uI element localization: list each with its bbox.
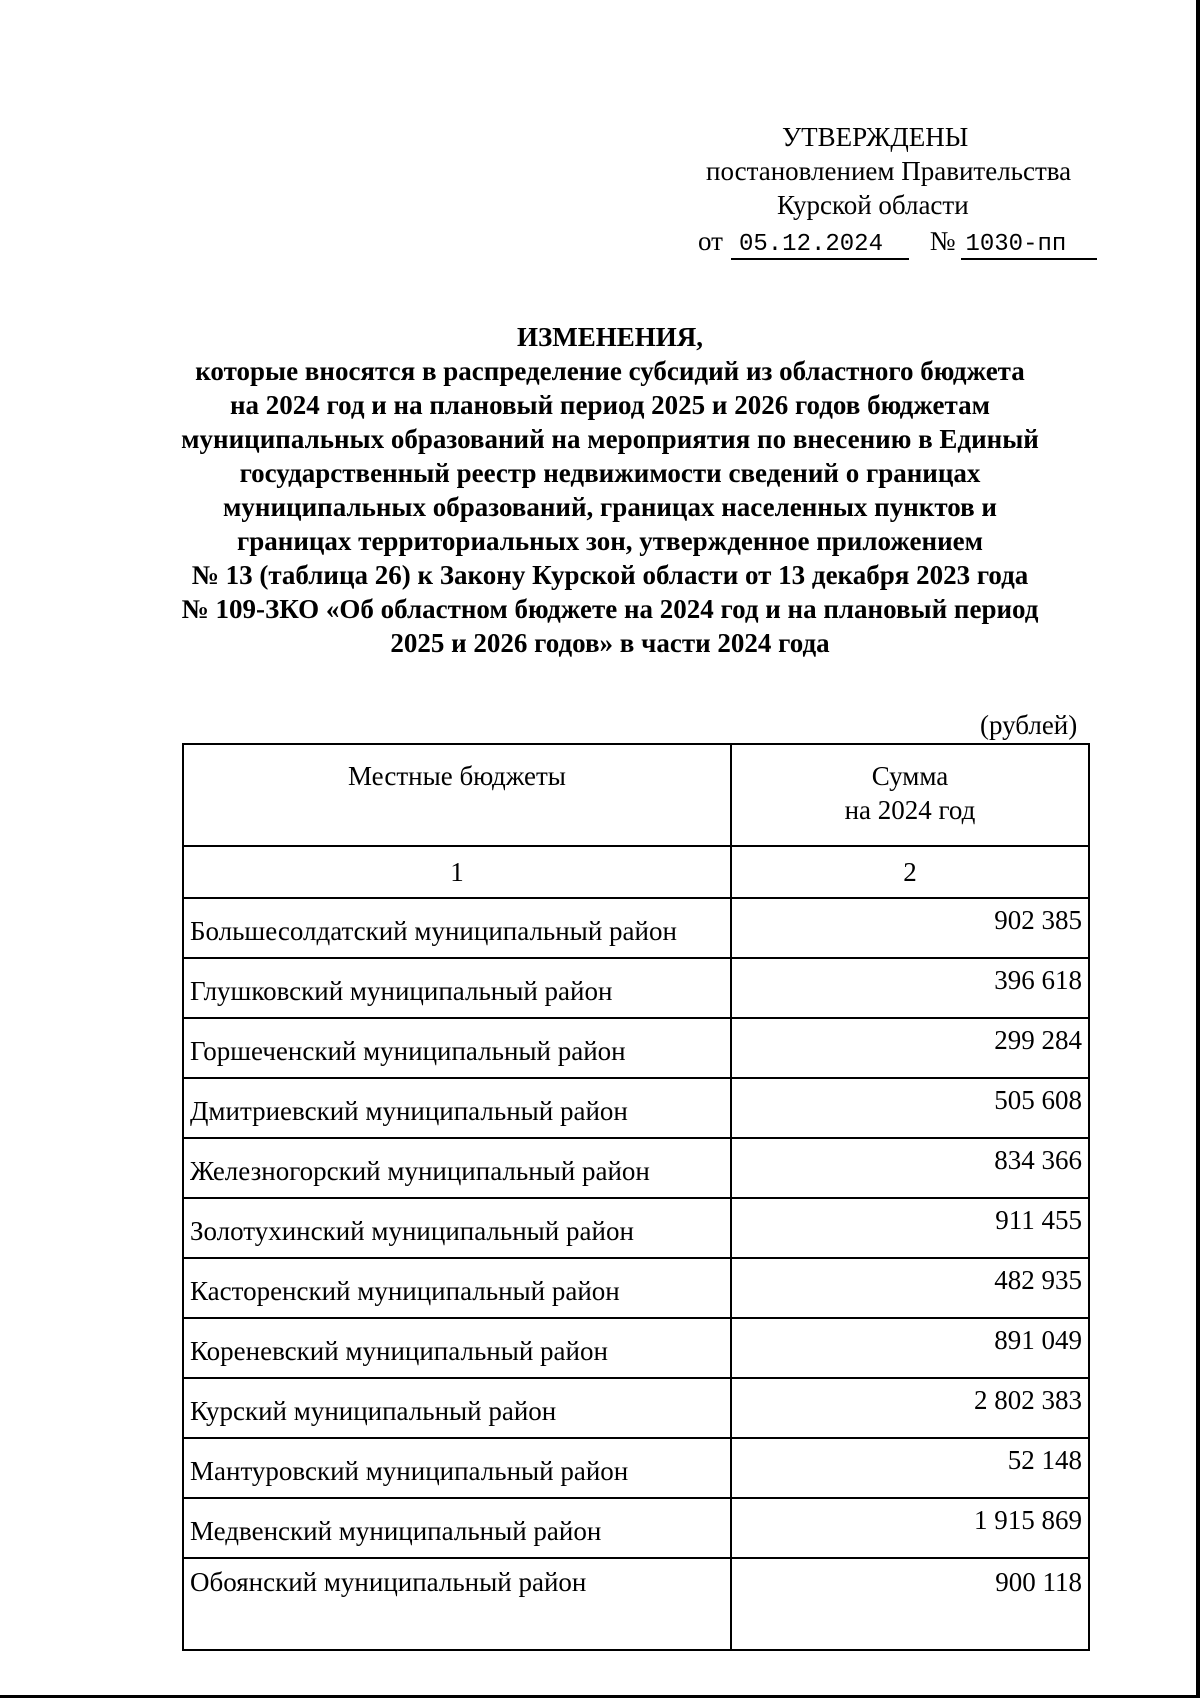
document-title: ИЗМЕНЕНИЯ, <box>516 322 703 352</box>
budget-amount: 482 935 <box>731 1258 1089 1318</box>
budget-amount: 900 118 <box>731 1558 1089 1650</box>
table-row <box>183 1138 1089 1198</box>
table-row <box>183 1438 1089 1498</box>
heading-line: муниципальных образований, границах населенных пунктов и <box>223 492 997 522</box>
header-amount-line2: на 2024 год <box>844 795 976 825</box>
approval-date-number <box>698 224 1097 260</box>
table-row <box>183 1078 1089 1138</box>
budget-name: Кореневский муниципальный район <box>183 1318 731 1378</box>
heading-line: которые вносятся в распределение субсидий из областного бюджета <box>195 356 1025 386</box>
heading-line: № 13 (таблица 26) к Закону Курской области от 13 декабря 2023 года <box>191 560 1029 590</box>
budget-amount: 902 385 <box>731 898 1089 958</box>
heading-line: № 109-ЗКО «Об областном бюджете на 2024 год и на плановый период <box>181 594 1039 624</box>
budget-name: Дмитриевский муниципальный район <box>183 1078 731 1138</box>
date-prefix: от <box>698 226 723 256</box>
budget-amount: 2 802 383 <box>731 1378 1089 1438</box>
table-row <box>183 1498 1089 1558</box>
budget-amount: 911 455 <box>731 1198 1089 1258</box>
budget-amount: 505 608 <box>731 1078 1089 1138</box>
heading-line: государственный реестр недвижимости сведений о границах <box>239 458 981 488</box>
heading-line: границах территориальных зон, утвержденное приложением <box>236 526 984 556</box>
budget-name: Курский муниципальный район <box>183 1378 731 1438</box>
units-label: (рублей) <box>980 710 1078 740</box>
budget-amount: 52 148 <box>731 1438 1089 1498</box>
heading-line: 2025 и 2026 годов» в части 2024 года <box>390 628 830 658</box>
approval-date: 05.12.2024 <box>731 232 909 260</box>
number-prefix: № <box>929 226 956 256</box>
table-row <box>183 898 1089 958</box>
budget-name: Железногорский муниципальный район <box>183 1138 731 1198</box>
budget-name: Большесолдатский муниципальный район <box>183 898 731 958</box>
document-heading <box>150 320 1070 660</box>
table-row <box>183 1378 1089 1438</box>
table-row <box>183 1198 1089 1258</box>
budget-amount: 1 915 869 <box>731 1498 1089 1558</box>
heading-line: на 2024 год и на плановый период 2025 и 2026 годов бюджетам <box>229 390 991 420</box>
table-row <box>183 1018 1089 1078</box>
heading-line: муниципальных образований на мероприятия по внесению в Единый <box>181 424 1039 454</box>
column-number: 1 <box>183 846 731 898</box>
header-local-budgets: Местные бюджеты <box>183 744 731 846</box>
subsidy-table <box>182 743 1090 1651</box>
budget-name: Касторенский муниципальный район <box>183 1258 731 1318</box>
table-row <box>183 1318 1089 1378</box>
approval-number: 1030-пп <box>961 232 1097 260</box>
budget-amount: 834 366 <box>731 1138 1089 1198</box>
budget-amount: 299 284 <box>731 1018 1089 1078</box>
budget-name: Горшеченский муниципальный район <box>183 1018 731 1078</box>
budget-amount: 396 618 <box>731 958 1089 1018</box>
approval-authority: постановлением Правительства <box>706 156 1072 186</box>
table-row <box>183 1258 1089 1318</box>
header-amount <box>731 744 1089 846</box>
budget-name: Обоянский муниципальный район <box>183 1558 731 1650</box>
budget-name: Медвенский муниципальный район <box>183 1498 731 1558</box>
table-row <box>183 958 1089 1018</box>
scan-edge-right <box>1196 0 1200 1698</box>
budget-amount: 891 049 <box>731 1318 1089 1378</box>
budget-name: Глушковский муниципальный район <box>183 958 731 1018</box>
approval-stamp: УТВЕРЖДЕНЫ <box>782 122 969 152</box>
approval-region: Курской области <box>777 190 969 220</box>
budget-name: Мантуровский муниципальный район <box>183 1438 731 1498</box>
table-row <box>183 1558 1089 1650</box>
column-number: 2 <box>731 846 1089 898</box>
header-amount-line1: Сумма <box>871 761 949 791</box>
budget-name: Золотухинский муниципальный район <box>183 1198 731 1258</box>
column-number-row <box>183 846 1089 898</box>
table-header-row <box>183 744 1089 846</box>
